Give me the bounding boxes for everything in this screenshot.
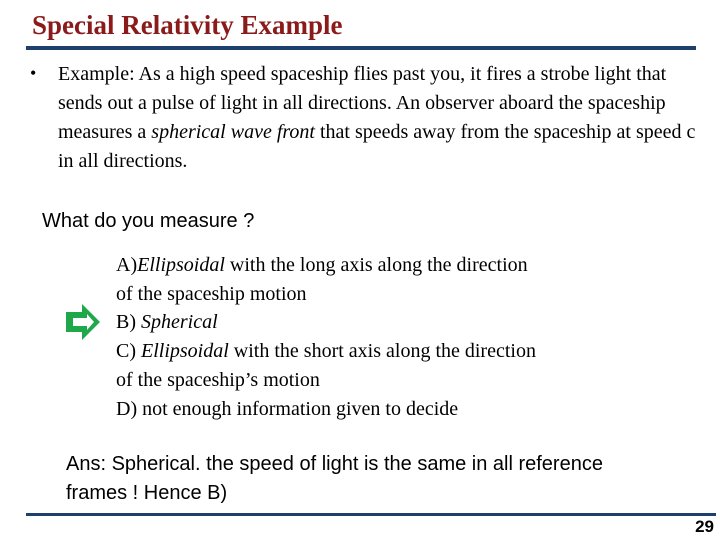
option-a-italic: Ellipsoidal [137,254,225,276]
option-c-line2: of the spaceship’s motion [116,368,320,391]
option-d: D) not enough information given to decide [116,397,459,420]
option-b [116,308,676,337]
footer-divider [26,513,716,516]
title-divider [26,46,696,50]
slide-title: Special Relativity Example [32,10,343,40]
option-a [116,251,676,280]
page-number: 29 [695,517,714,536]
answer-options [116,251,676,423]
bullet-icon: • [30,63,37,83]
example-paragraph [58,60,708,176]
option-c [116,337,676,366]
paragraph-italic: spherical wave front [151,121,315,143]
option-c-rest: with the short axis along the direction [228,340,536,363]
paragraph-text-2: that speeds away from the spaceship at speed c in all directions. [58,121,696,172]
option-b-italic: Spherical [141,311,218,334]
option-a-prefix: A) [116,254,138,276]
option-c-prefix: C) [116,340,141,363]
option-a-line2: of the spaceship motion [116,282,307,305]
option-a-rest: with the long axis along the direction [224,254,528,276]
option-b-prefix: B) [116,311,141,334]
question-text: What do you measure ? [42,210,255,232]
option-c-italic: Ellipsoidal [141,340,229,363]
paragraph-text-1: Example: As a high speed spaceship flies past you, it fires a strobe light that sends out a pulse of light in all directions. An observer aboard the spaceship measures a [58,63,667,143]
answer-text: Ans: Spherical. the speed of light is the same in all reference frames ! Hence B) [66,453,603,504]
right-arrow-icon [62,301,104,343]
